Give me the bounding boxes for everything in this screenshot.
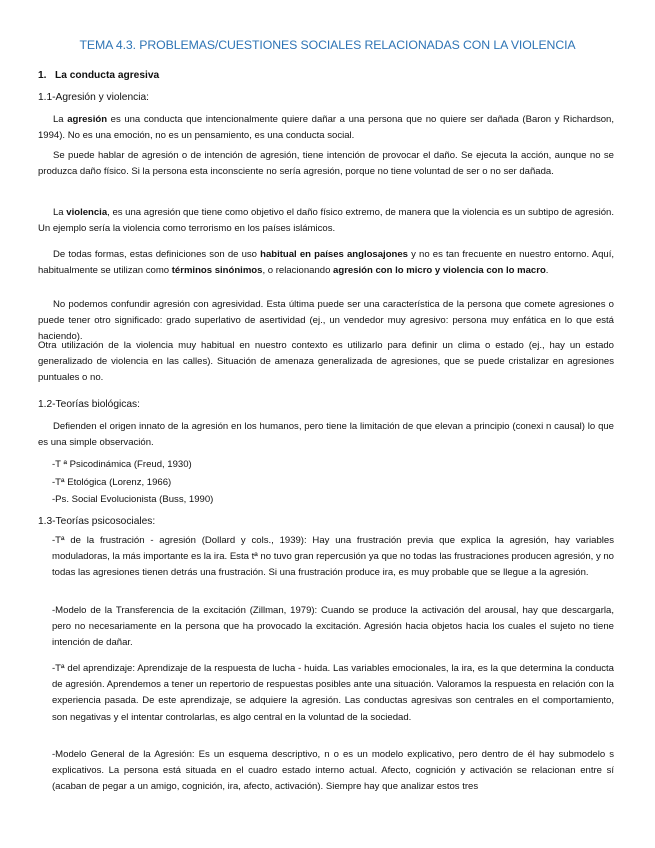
paragraph-frustration-aggression: -Tª de la frustración - agresión (Dollard y cols., 1939): Hay una frustración previa que explica la agresión, hay variables moduladoras, la más importante es la ira. Esta tª no tuvo gran repercusión ya que no todas las frustraciones producen agresión, y no todas las agresiones tienen detrás una frustración. Si una frustración produce ira, es muy probable que se llegue a la agresión.	[52, 535, 614, 579]
paragraph-aggressiveness: No podemos confundir agresión con agresividad. Esta última puede ser una característica de la persona que comete agresiones o puede tener otro significado: grado superlativo de asertividad (ej., un vendedor muy agresivo: persona muy enfática en lo que está haciendo).	[38, 299, 614, 343]
paragraph-aggression-intention: Se puede hablar de agresión o de intención de agresión, tiene intención de provocar el daño. Se ejecuta la acción, aunque no se produzca daño físico. Si la persona esta inconsciente no sería agresión, porque no tiene voluntad de ser o no ser dañada.	[38, 150, 614, 178]
biological-theories-list	[52, 456, 213, 509]
list-item: -Tª Etológica (Lorenz, 1966)	[52, 476, 172, 488]
subsection-aggression-violence: 1.1-Agresión y violencia:	[38, 92, 149, 103]
paragraph-aggression-definition: La agresión es una conducta que intencionalmente quiere dañar a una persona que no quiere ser dañada (Baron y Richardson, 1994). No es una emoción, no es un pensamiento, es una conducta social.	[38, 114, 614, 142]
section-title: La conducta agresiva	[55, 70, 160, 81]
paragraph-general-aggression-model: -Modelo General de la Agresión: Es un esquema descriptivo, n o es un modelo explicativo, pero dentro de él hay submodelo s explicativos. La persona está situada en el cuadro estado interno actual. Afecto, cognición y activación se relacionan entre sí (acaban de pegar a un amigo, cognición, ira, afecto, activación). Siempre hay que analizar estos tres	[52, 749, 614, 793]
paragraph-violence-climate: Otra utilización de la violencia muy habitual en nuestro contexto es utilizarlo para definir un clima o estado (ej., hay un estado generalizado de violencia en las calles). Situación de amenaza generalizada de agresiones, que se puede cristalizar en agresiones puntuales o no.	[38, 340, 614, 384]
list-item: -T ª Psicodinámica (Freud, 1930)	[52, 459, 192, 470]
subsection-biological-theories: 1.2-Teorías biológicas:	[38, 399, 140, 410]
paragraph-usage-context: De todas formas, estas definiciones son de uso habitual en países anglosajones y no es tan frecuente en nuestro entorno. Aquí, habitualmente se utilizan como términos sinónimos, o relacionando agresión con lo micro y violencia con lo macro.	[38, 249, 614, 277]
paragraph-learning-theory: -Tª del aprendizaje: Aprendizaje de la respuesta de lucha - huida. Las variables emocionales, la ira, es la que determina la conducta de agresión. Aprendemos a tener un repertorio de respuestas posibles ante una situación. Valoramos la respuesta en relación con la experiencia pasada. De este aprendizaje, se adquiere la agresión. Las conductas agresivas son centrales en el comportamiento, son negativas y el intentar controlarlas, es algo central en la voluntad de la sociedad.	[52, 663, 614, 723]
list-item: -Ps. Social Evolucionista (Buss, 1990)	[52, 494, 214, 505]
paragraph-biological-origin: Defienden el origen innato de la agresión en los humanos, pero tiene la limitación de que elevan a principio (conexi n causal) lo que es una simple observación.	[38, 421, 614, 449]
section-heading	[38, 70, 159, 81]
paragraph-excitation-transfer: -Modelo de la Transferencia de la excitación (Zillman, 1979): Cuando se produce la activación del arousal, hay que descargarla, pero no necesariamente en la persona que ha provocado la excitación. Agresión hacia objetos hacia los cuales el sujeto no tiene intención de dañar.	[52, 605, 614, 649]
paragraph-violence-definition: La violencia, es una agresión que tiene como objetivo el daño físico extremo, de manera que la violencia es un subtipo de agresión. Un ejemplo sería la violencia como terrorismo en los países islámicos.	[38, 207, 614, 235]
document-title: TEMA 4.3. PROBLEMAS/CUESTIONES SOCIALES RELACIONADAS CON LA VIOLENCIA	[79, 38, 576, 52]
subsection-psychosocial-theories: 1.3-Teorías psicosociales:	[38, 516, 156, 527]
section-number: 1.	[38, 70, 47, 81]
